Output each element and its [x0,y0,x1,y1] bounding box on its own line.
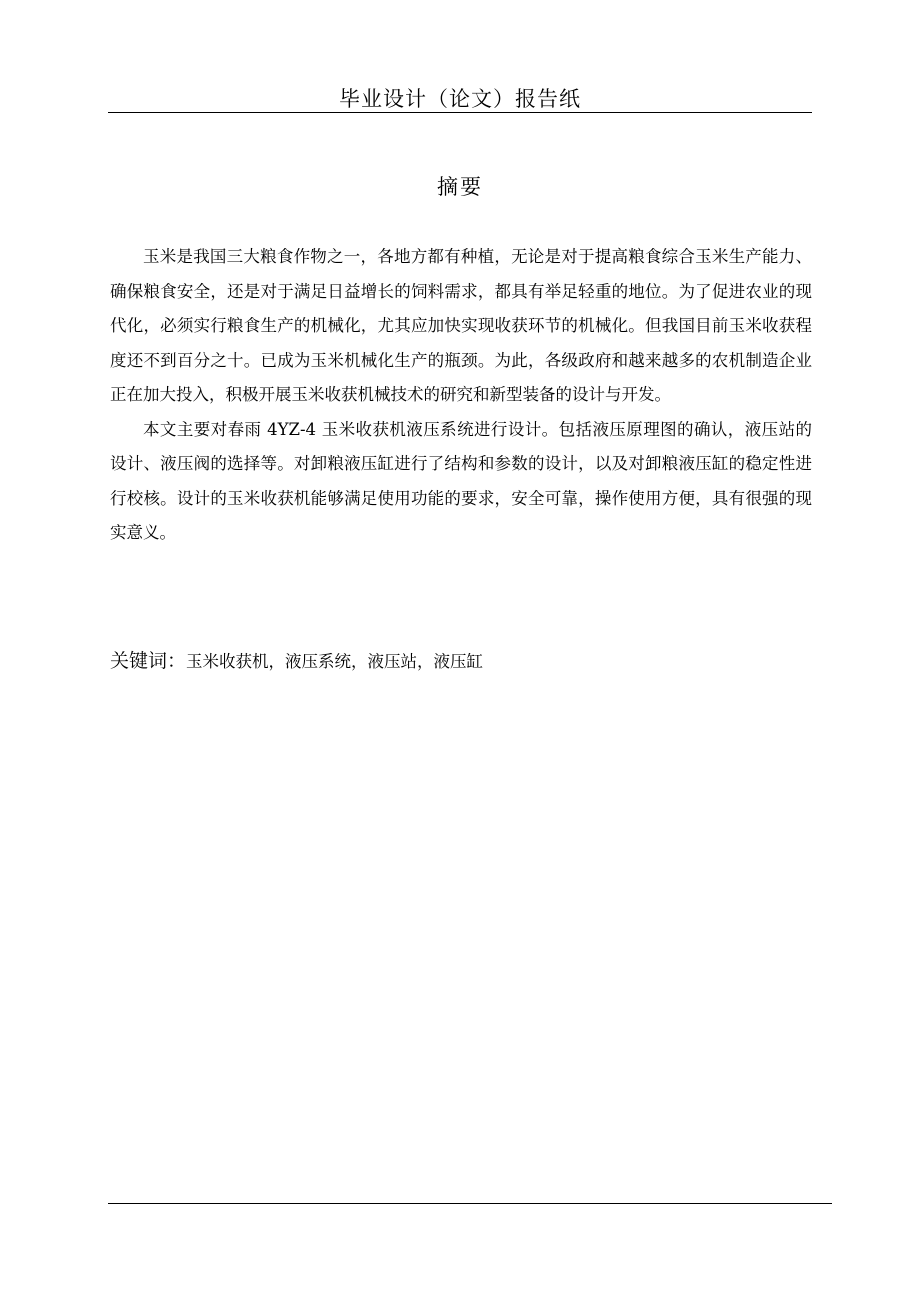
abstract-paragraph-2: 本文主要对春雨 4YZ-4 玉米收获机液压系统进行设计。包括液压原理图的确认，液压站的设计、液压阀的选择等。对卸粮液压缸进行了结构和参数的设计，以及对卸粮液压缸的稳定性进行校核。设计的玉米收获机能够满足使用功能的要求，安全可靠，操作使用方便，具有很强的现实意义。 [110,419,812,542]
keywords-line [110,646,812,677]
header-divider [108,112,812,113]
abstract-paragraph-1: 玉米是我国三大粮食作物之一，各地方都有种植，无论是对于提高粮食综合玉米生产能力、确保粮食安全，还是对于满足日益增长的饲料需求，都具有举足轻重的地位。为了促进农业的现代化，必须实行粮食生产的机械化，尤其应加快实现收获环节的机械化。但我国目前玉米收获程度还不到百分之十。已成为玉米机械化生产的瓶颈。为此，各级政府和越来越多的农机制造企业正在加大投入，积极开展玉米收获机械技术的研究和新型装备的设计与开发。 [110,247,812,404]
page-header: 毕业设计（论文）报告纸 [339,87,581,111]
abstract-body [110,240,812,551]
keywords-label: 关键词： [110,650,187,672]
footer-divider [108,1203,832,1204]
keywords-value: 玉米收获机，液压系统，液压站，液压缸 [186,652,484,671]
abstract-title: 摘要 [437,175,483,199]
